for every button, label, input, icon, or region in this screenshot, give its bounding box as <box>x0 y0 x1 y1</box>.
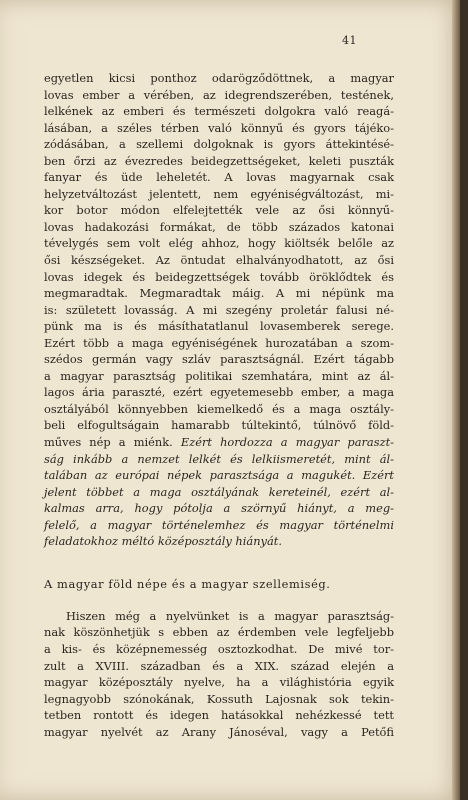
section-heading: A magyar föld népe és a magyar szellemiség. <box>44 576 331 591</box>
text-line: tetben rontott és idegen hatásokkal nehézkessé tett <box>44 708 394 723</box>
text-line: Hiszen még a nyelvünket is a magyar parasztság- <box>66 608 394 623</box>
text-span: műves nép a miénk. <box>44 435 173 450</box>
text-line: pünk ma is és másíthatatlanul lovasemberek serege. <box>44 319 394 334</box>
paragraph-1 <box>44 70 394 550</box>
text-line: lagos ária paraszté, ezért egyetemesebb ember, a maga <box>44 385 394 400</box>
text-line: nak köszönhetjük s ebben az érdemben vele legfeljebb <box>44 625 394 640</box>
page-edge <box>452 0 460 800</box>
text-line: zódásában, a szellemi dolgoknak is gyors áttekintésé- <box>44 137 394 152</box>
text-line: osztályából könnyebben kiemelkedő és a maga osztály- <box>44 401 394 416</box>
text-line: zult a XVIII. században és a XIX. század elején a <box>44 658 394 673</box>
text-line: lelkének az emberi és természeti dolgokra való reagá- <box>44 104 394 119</box>
italic-span: Ezért hordozza a magyar paraszt- <box>180 435 394 450</box>
text-line: magyar nyelvét az Arany Jánoséval, vagy a Petőfi <box>44 724 394 739</box>
text-line: fanyar és üde leheletét. A lovas magyarnak csak <box>44 170 394 185</box>
text-line: megmaradtak. Megmaradtak máig. A mi népünk ma <box>44 286 394 301</box>
text-line: lovas hadakozási formákat, de több százados katonai <box>44 219 394 234</box>
text-line: szédos germán vagy szláv parasztságnál. Ezért tágabb <box>44 352 394 367</box>
italic-line: jelent többet a maga osztályának kereteinél, ezért al- <box>44 484 394 499</box>
text-line: helyzetváltozást jelentett, nem egyéniségváltozást, mi- <box>44 186 394 201</box>
italic-line: ság inkább a nemzet lelkét és lelkiismeretét, mint ál- <box>44 451 394 466</box>
text-line: lovas ember a vérében, az idegrendszerében, testének, <box>44 87 394 102</box>
text-line: beli elfogultságain hamarabb túltekintő, túlnövő föld- <box>44 418 394 433</box>
text-line: magyar középosztály nyelve, ha a világhistória egyik <box>44 675 394 690</box>
text-line: lovas idegek és beidegzettségek tovább öröklődtek és <box>44 269 394 284</box>
italic-line: talában az európai népek parasztsága a magukét. Ezért <box>44 468 394 483</box>
text-line: ben őrzi az évezredes beidegzettségeket, keleti puszták <box>44 153 394 168</box>
text-line: legnagyobb szónokának, Kossuth Lajosnak sok tekin- <box>44 691 394 706</box>
italic-line: feladatokhoz méltó középosztály hiányát. <box>44 534 282 549</box>
text-line: lásában, a széles térben való könnyű és gyors tájéko- <box>44 120 394 135</box>
italic-line: kalmas arra, hogy pótolja a szörnyű hiányt, a meg- <box>44 501 394 516</box>
page-number: 41 <box>342 34 357 47</box>
text-line-mixed <box>44 434 394 451</box>
text-line: Ezért több a maga egyéniségének hurozatában a szom- <box>44 335 394 350</box>
text-line: tévelygés sem volt elég ahhoz, hogy kiöltsék belőle az <box>44 236 394 251</box>
text-line: egyetlen kicsi ponthoz odarögződöttnek, a magyar <box>44 71 394 85</box>
text-line: ősi készségeket. Az öntudat elhalványodhatott, az ősi <box>44 253 394 268</box>
text-line: a magyar parasztság politikai szemhatára, mint az ál- <box>44 368 394 383</box>
text-line: kor botor módon elfelejtették vele az ősi könnyű- <box>44 203 394 218</box>
paragraph-2 <box>44 608 394 740</box>
text-line: is: született lovasság. A mi szegény proletár falusi né- <box>44 302 394 317</box>
text-line: a kis- és középnemesség osztozkodhat. De mivé tor- <box>44 641 394 656</box>
body-text <box>44 70 394 740</box>
italic-line: felelő, a magyar történelemhez és magyar történelmi <box>44 517 394 532</box>
